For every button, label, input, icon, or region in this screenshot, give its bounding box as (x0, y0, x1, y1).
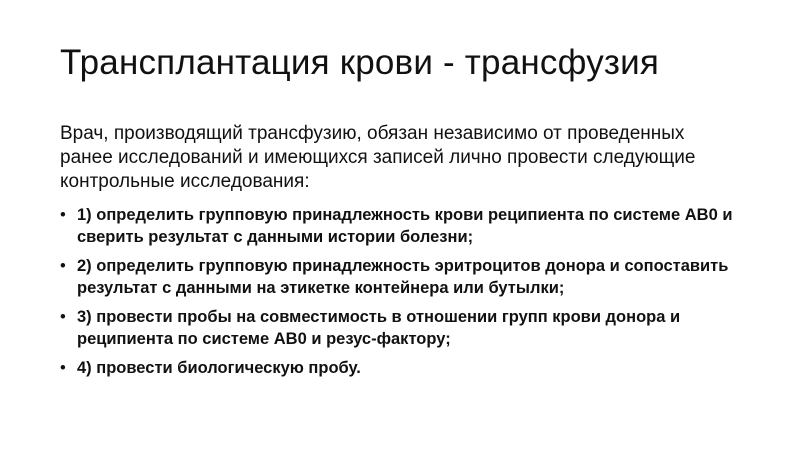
list-item-text: 1) определить групповую принадлежность крови реципиента по системе АВ0 и сверить результат с данными истории болезни; (77, 206, 733, 246)
bullet-icon: • (60, 257, 66, 275)
list-item (60, 204, 750, 248)
list-item (60, 255, 750, 299)
bullet-icon: • (60, 206, 66, 224)
bullet-icon: • (60, 359, 66, 377)
bullet-icon: • (60, 308, 66, 326)
list-item (60, 306, 750, 350)
intro-paragraph: Врач, производящий трансфузию, обязан независимо от проведенных ранее исследований и имеющихся записей лично провести следующие контрольные исследования: (60, 123, 696, 192)
slide-title: Трансплантация крови - трансфузия (60, 43, 660, 82)
list-item-text: 2) определить групповую принадлежность эритроцитов донора и сопоставить результат с данными на этикетке контейнера или бутылки; (77, 257, 729, 297)
list-item (60, 357, 750, 379)
list-item-text: 4) провести биологическую пробу. (77, 359, 361, 377)
list-item-text: 3) провести пробы на совместимость в отношении групп крови донора и реципиента по системе АВ0 и резус-фактору; (77, 308, 681, 348)
control-checks-list (60, 204, 750, 386)
